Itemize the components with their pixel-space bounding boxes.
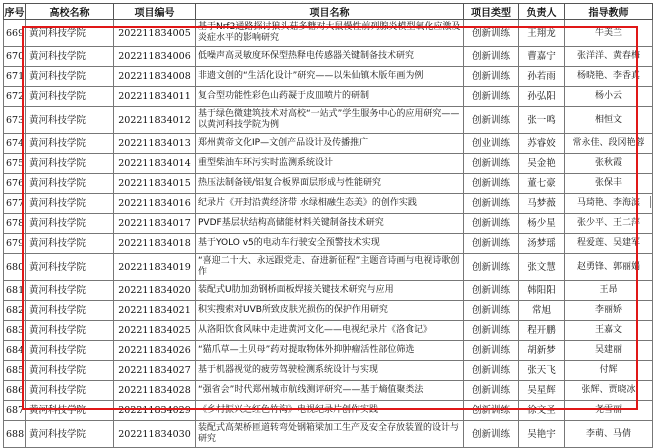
cell-project-name: 装配式高架桥匝道转弯处钢箱梁加工生产及安全存放装置的设计与研究	[196, 421, 464, 448]
cell-project-no: 202211834021	[114, 301, 196, 321]
cell-leader: 汤梦瑶	[519, 234, 565, 254]
cell-school: 黄河科技学院	[26, 281, 114, 301]
cell-seq: 672	[4, 87, 26, 107]
cell-seq: 683	[4, 321, 26, 341]
cell-seq: 674	[4, 134, 26, 154]
header-row	[4, 4, 653, 20]
cell-advisor: 相恒文	[565, 107, 653, 134]
cell-project-type: 创新训练	[464, 87, 519, 107]
table-row	[4, 381, 653, 401]
cell-seq: 676	[4, 174, 26, 194]
cell-project-no: 202211834019	[114, 254, 196, 281]
project-list-sheet	[3, 3, 652, 448]
cell-seq: 673	[4, 107, 26, 134]
cell-project-type: 创新训练	[464, 20, 519, 47]
cell-project-type: 创新训练	[464, 321, 519, 341]
table-row	[4, 361, 653, 381]
cell-project-type: 创业训练	[464, 134, 519, 154]
cell-leader: 孙若雨	[519, 67, 565, 87]
cell-leader: 吴艳宇	[519, 421, 565, 448]
cell-project-name: 从洛阳饮食风味中走进黄河文化——电视纪录片《洛食记》	[196, 321, 464, 341]
cell-leader: 张天飞	[519, 361, 565, 381]
table-row	[4, 20, 653, 47]
cell-seq: 687	[4, 401, 26, 421]
cell-project-no: 202211834020	[114, 281, 196, 301]
table-row	[4, 47, 653, 67]
cell-school: 黄河科技学院	[26, 401, 114, 421]
cell-seq: 688	[4, 421, 26, 448]
header-leader: 负责人	[519, 4, 565, 20]
header-advisor: 指导教师	[565, 4, 653, 20]
cell-project-no: 202211834028	[114, 381, 196, 401]
cell-project-name: 基于Nrf2通路探讨狼头菇多糖对大鼠慢性前列腺炎模型氧化应激及炎症水平的影响研究	[196, 20, 464, 47]
cell-school: 黄河科技学院	[26, 361, 114, 381]
cell-advisor: 赵勇锋、郭丽娟	[565, 254, 653, 281]
cell-advisor: 杨晓艳、李香真	[565, 67, 653, 87]
cell-project-type: 创新训练	[464, 341, 519, 361]
table-row	[4, 154, 653, 174]
table-row	[4, 234, 653, 254]
cell-project-name: “喜迎二十大、永远跟党走、奋进新征程”主题音诗画与电视诗歌创作	[196, 254, 464, 281]
cell-school: 黄河科技学院	[26, 20, 114, 47]
table-row	[4, 174, 653, 194]
cell-leader: 马梦薇	[519, 194, 565, 214]
cell-project-type: 创新训练	[464, 214, 519, 234]
cell-project-no: 202211834006	[114, 47, 196, 67]
project-table	[3, 3, 653, 448]
cell-leader: 张一鸣	[519, 107, 565, 134]
cell-project-name: 热压法制备镁/铝复合板界面层形成与性能研究	[196, 174, 464, 194]
cell-school: 黄河科技学院	[26, 341, 114, 361]
header-project-name: 项目名称	[196, 4, 464, 20]
cell-seq: 678	[4, 214, 26, 234]
cell-project-type: 创新训练	[464, 281, 519, 301]
cell-advisor: 王昂	[565, 281, 653, 301]
cell-project-name: 积实搜索对UVB所致皮肤光损伤的保护作用研究	[196, 301, 464, 321]
cell-project-name: PVDF基层状结构高储能材料关键制备技术研究	[196, 214, 464, 234]
table-row	[4, 254, 653, 281]
cell-school: 黄河科技学院	[26, 321, 114, 341]
cell-seq: 680	[4, 254, 26, 281]
table-row	[4, 281, 653, 301]
cell-leader: 胡新梦	[519, 341, 565, 361]
cell-project-no: 202211834029	[114, 401, 196, 421]
table-row	[4, 301, 653, 321]
cell-advisor: 常永佳、段冈艳蓉	[565, 134, 653, 154]
cell-leader: 吴金艳	[519, 154, 565, 174]
cell-project-name: “强省会”时代郑州城市航线测评研究——基于熵值聚类法	[196, 381, 464, 401]
cell-project-name: 郑州黄帝文化IP—文创产品设计及传播推广	[196, 134, 464, 154]
cell-school: 黄河科技学院	[26, 47, 114, 67]
cell-project-no: 202211834018	[114, 234, 196, 254]
cell-advisor: 尧雪丽	[565, 401, 653, 421]
table-row	[4, 194, 653, 214]
cell-advisor: 程爱莲、吴建军	[565, 234, 653, 254]
cell-advisor: 王嘉文	[565, 321, 653, 341]
cell-seq: 671	[4, 67, 26, 87]
cell-school: 黄河科技学院	[26, 107, 114, 134]
cell-project-no: 202211834015	[114, 174, 196, 194]
cell-advisor: 张保丰	[565, 174, 653, 194]
cell-advisor: 张洋洋、黄春梅	[565, 47, 653, 67]
cell-leader: 董七豪	[519, 174, 565, 194]
cell-advisor: 牛美兰	[565, 20, 653, 47]
cell-leader: 曹嘉宁	[519, 47, 565, 67]
cell-project-name: 基于机器视觉的疲劳驾驶检测系统设计与实现	[196, 361, 464, 381]
cell-project-no: 202211834005	[114, 20, 196, 47]
cell-project-name: 重型柴油车环污实时监测系统设计	[196, 154, 464, 174]
cell-school: 黄河科技学院	[26, 134, 114, 154]
header-school: 高校名称	[26, 4, 114, 20]
cell-leader: 苏睿姣	[519, 134, 565, 154]
cell-leader: 王翔龙	[519, 20, 565, 47]
cell-project-no: 202211834012	[114, 107, 196, 134]
cell-project-no: 202211834008	[114, 67, 196, 87]
cell-advisor: 李萌、马倩	[565, 421, 653, 448]
cell-project-no: 202211834017	[114, 214, 196, 234]
cell-advisor: 张辉、贾晓冰	[565, 381, 653, 401]
table-row	[4, 321, 653, 341]
cell-project-no: 202211834013	[114, 134, 196, 154]
cell-advisor: 李丽娇	[565, 301, 653, 321]
cell-project-name: 基于YOLO v5的电动车行驶安全预警技术实现	[196, 234, 464, 254]
cell-leader: 杨少星	[519, 214, 565, 234]
cell-school: 黄河科技学院	[26, 214, 114, 234]
cell-project-name: 基于绿色微建筑技术对高校“一站式”学生服务中心的应用研究——以黄河科技学院为例	[196, 107, 464, 134]
cell-project-name: 纪录片《开封沿黄经济带 水绿相融生态美》的创作实践	[196, 194, 464, 214]
cell-advisor: 吴建丽	[565, 341, 653, 361]
table-row	[4, 107, 653, 134]
cell-leader: 徐文圣	[519, 401, 565, 421]
cell-school: 黄河科技学院	[26, 301, 114, 321]
header-project-type: 项目类型	[464, 4, 519, 20]
cell-seq: 677	[4, 194, 26, 214]
cell-leader: 张文慧	[519, 254, 565, 281]
cell-project-name: 《乡村振兴之红色竹沟》电视纪录片创作实践	[196, 401, 464, 421]
cell-project-type: 创新训练	[464, 254, 519, 281]
cell-school: 黄河科技学院	[26, 381, 114, 401]
cell-school: 黄河科技学院	[26, 254, 114, 281]
cell-project-no: 202211834025	[114, 321, 196, 341]
table-row	[4, 341, 653, 361]
cell-project-type: 创新训练	[464, 154, 519, 174]
cell-project-no: 202211834026	[114, 341, 196, 361]
cell-project-name: 复合型功能性彩色山药凝于皮皿喷片的研制	[196, 87, 464, 107]
cell-project-no: 202211834014	[114, 154, 196, 174]
cell-leader: 常旭	[519, 301, 565, 321]
cell-project-name: 装配式U肋加劲钢桥面板焊接关键技术研究与应用	[196, 281, 464, 301]
cell-advisor: 张秋霞	[565, 154, 653, 174]
cell-project-no: 202211834027	[114, 361, 196, 381]
cell-seq: 685	[4, 361, 26, 381]
cell-seq: 675	[4, 154, 26, 174]
cell-project-type: 创新训练	[464, 174, 519, 194]
cell-project-type: 创新训练	[464, 381, 519, 401]
cell-project-type: 创新训练	[464, 361, 519, 381]
cell-project-type: 创新训练	[464, 67, 519, 87]
cell-school: 黄河科技学院	[26, 421, 114, 448]
header-seq: 序号	[4, 4, 26, 20]
cell-leader: 程开鹏	[519, 321, 565, 341]
cell-school: 黄河科技学院	[26, 174, 114, 194]
cell-seq: 679	[4, 234, 26, 254]
cell-project-no: 202211834030	[114, 421, 196, 448]
header-project-no: 项目编号	[114, 4, 196, 20]
cell-project-type: 创新训练	[464, 234, 519, 254]
cell-seq: 684	[4, 341, 26, 361]
cell-school: 黄河科技学院	[26, 87, 114, 107]
cell-project-type: 创新训练	[464, 401, 519, 421]
table-row	[4, 401, 653, 421]
cell-advisor: 杨小云	[565, 87, 653, 107]
cell-project-type: 创新训练	[464, 47, 519, 67]
cell-project-type: 创新训练	[464, 194, 519, 214]
table-row	[4, 67, 653, 87]
cell-project-type: 创新训练	[464, 301, 519, 321]
table-row	[4, 214, 653, 234]
page-edge-marker	[650, 196, 655, 208]
cell-school: 黄河科技学院	[26, 194, 114, 214]
cell-seq: 681	[4, 281, 26, 301]
cell-advisor: 付辉	[565, 361, 653, 381]
cell-seq: 682	[4, 301, 26, 321]
cell-project-no: 202211834016	[114, 194, 196, 214]
cell-leader: 吴星辉	[519, 381, 565, 401]
table-row	[4, 87, 653, 107]
cell-seq: 669	[4, 20, 26, 47]
cell-project-no: 202211834011	[114, 87, 196, 107]
cell-advisor: 马琦艳、李海滨	[565, 194, 653, 214]
cell-school: 黄河科技学院	[26, 234, 114, 254]
cell-project-name: “猫爪草—土贝母”药对提取物体外抑肿瘤活性部位筛选	[196, 341, 464, 361]
cell-seq: 670	[4, 47, 26, 67]
cell-school: 黄河科技学院	[26, 67, 114, 87]
table-row	[4, 134, 653, 154]
cell-leader: 韩阳阳	[519, 281, 565, 301]
cell-project-name: 低噪声高灵敏度环保型热释电传感器关键制备技术研究	[196, 47, 464, 67]
cell-project-type: 创新训练	[464, 421, 519, 448]
cell-project-name: 非遗文创的“生活化设计”研究——以朱仙镇木版年画为例	[196, 67, 464, 87]
cell-project-type: 创新训练	[464, 107, 519, 134]
table-row	[4, 421, 653, 448]
cell-leader: 孙弘阳	[519, 87, 565, 107]
cell-advisor: 张少平、王二萍	[565, 214, 653, 234]
cell-school: 黄河科技学院	[26, 154, 114, 174]
cell-seq: 686	[4, 381, 26, 401]
